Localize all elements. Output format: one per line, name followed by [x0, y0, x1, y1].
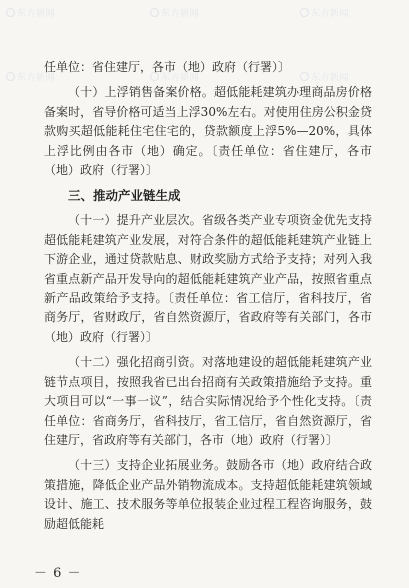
watermark-logo-icon: [300, 8, 309, 17]
watermark-mid-center: 东方新闻: [150, 70, 199, 83]
watermark-logo-icon: [150, 8, 159, 17]
watermark-top-right: 东方新闻: [300, 6, 349, 19]
watermark-logo-icon: [6, 8, 15, 17]
section-heading: 三、推动产业链生成: [68, 188, 181, 204]
watermark-mid-left: 东方新闻: [6, 70, 55, 83]
paragraph-item-11: （十一）提升产业层次。省级各类产业专项资金优先支持超低能耗建筑产业发展，对符合条件的超低能耗建筑产业链上下游企业，通过贷款贴息、财政奖励方式给予支持；对列入我省重点新产品开发导向的超低能耗建筑产业产品，按照省重点新产品政策给予支持。〔责任单位：省工信厅，省科技厅，省商务厅，省财政厅，省自然资源厅，省政府等有关部门，各市（地）政府（行署）〕: [44, 213, 372, 344]
document-page: [44, 58, 372, 540]
page-number: － 6 －: [34, 566, 82, 581]
paragraph-continuation: 任单位：省住建厅，各市（地）政府（行署）〕: [44, 60, 291, 74]
paragraph-item-10: （十）上浮销售备案价格。超低能耗建筑办理商品房价格备案时，省导价格可适当上浮30%左右。对使用住房公积金贷款购买超低能耗住宅住宅的，贷款额度上浮5%—20%，具体上浮比例由各市（地）确定。〔责任单位：省住建厅，各市（地）政府（行署）〕: [44, 85, 372, 178]
paragraph-item-12: （十二）强化招商引资。对落地建设的超低能耗建筑产业链节点项目，按照我省已出台招商有关政策措施给予支持。重大项目可以“一事一议”，结合实际情况给予个性化支持。〔责任单位：省商务厅，省科技厅，省工信厅，省自然资源厅，省住建厅，省政府等有关部门，各市（地）政府（行署）〕: [44, 355, 372, 447]
watermark-top-left: 东方新闻: [6, 6, 55, 19]
watermark-logo-icon: [6, 72, 15, 81]
watermark-top-center: 东方新闻: [150, 6, 199, 19]
watermark-mid-right: 东方新闻: [300, 70, 349, 83]
paragraph-item-13: （十三）支持企业拓展业务。鼓励各市（地）政府结合政策措施，降低企业产品外销物流成本。支持超低能耗建筑领域设计、施工、技术服务等单位报装企业过程工程咨询服务，鼓励超低能耗: [44, 458, 372, 531]
